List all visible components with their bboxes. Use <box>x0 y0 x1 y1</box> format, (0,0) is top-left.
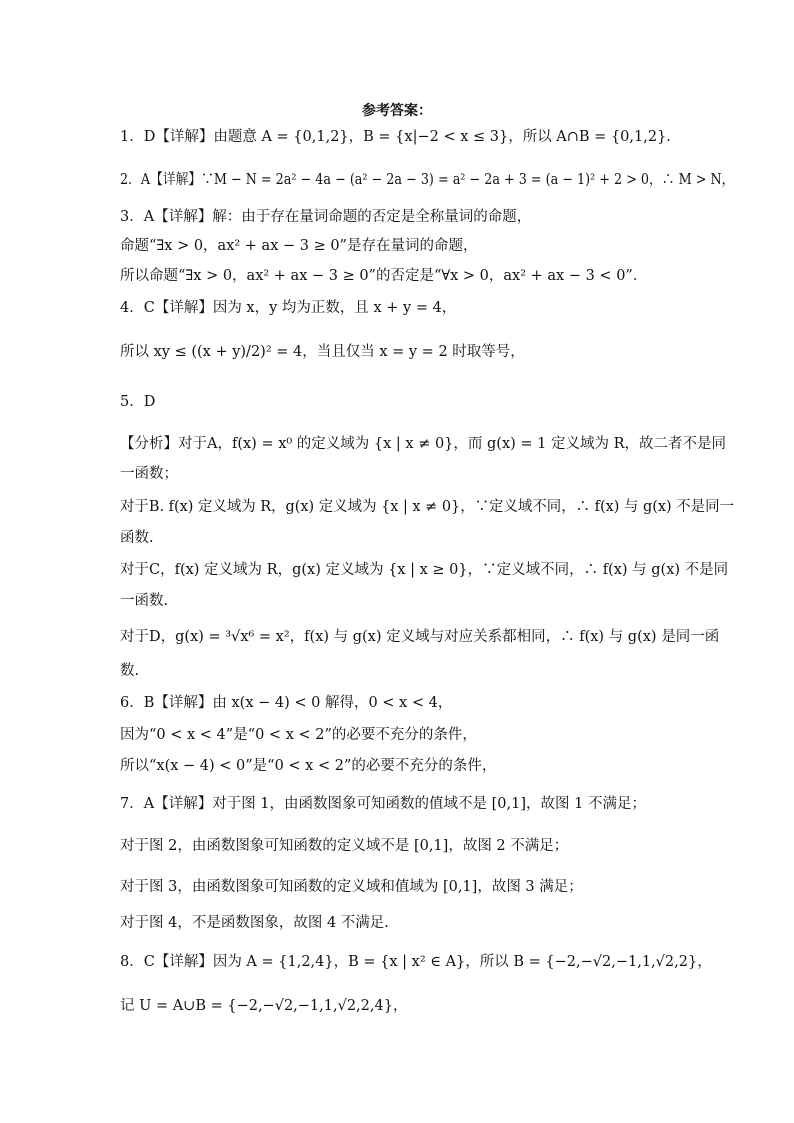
answer-line: 对于图 4，不是函数图象，故图 4 不满足. <box>120 915 389 931</box>
answer-line: 一函数. <box>120 593 169 609</box>
answer-line: 5．D <box>120 394 156 410</box>
answer-line: 因为“0 < x < 4”是“0 < x < 2”的必要不充分的条件， <box>120 727 477 743</box>
answer-line: 所以命题“∃x > 0，ax² + ax − 3 ≥ 0”的否定是“∀x > 0，ax² + ax − 3 < 0”． <box>120 268 648 284</box>
answer-line: 所以 xy ≤ ((x + y)/2)² = 4，当且仅当 x = y = 2 时取等号， <box>120 344 525 360</box>
answer-line: 对于图 2，由函数图象可知函数的定义域不是 [0,1]，故图 2 不满足； <box>120 838 569 854</box>
answer-line: 数. <box>120 663 140 679</box>
answer-line: 命题“∃x > 0，ax² + ax − 3 ≥ 0”是存在量词的命题， <box>120 238 478 254</box>
answer-line: 3．A【详解】解：由于存在量词命题的否定是全称量词的命题， <box>120 209 532 225</box>
answer-line: 1．D【详解】由题意 A = {0,1,2}，B = {x|−2 < x ≤ 3}，所以 A∩B = {0,1,2}． <box>120 129 681 145</box>
answer-line: 对于图 3，由函数图象可知函数的定义域和值域为 [0,1]，故图 3 满足； <box>120 879 583 895</box>
answer-line: 所以“x(x − 4) < 0”是“0 < x < 2”的必要不充分的条件， <box>120 758 497 774</box>
answer-line: 函数. <box>120 530 154 546</box>
answer-line: 6．B【详解】由 x(x − 4) < 0 解得，0 < x < 4， <box>120 695 453 711</box>
page-title: 参考答案： <box>362 103 432 119</box>
answer-line: 对于D，g(x) = ³√x⁶ = x²，f(x) 与 g(x) 定义域与对应关系都相同，∴ f(x) 与 g(x) 是同一函 <box>120 629 720 645</box>
answer-line: 记 U = A∪B = {−2,−√2,−1,1,√2,2,4}， <box>120 998 408 1014</box>
answer-line: 2．A【详解】∵M − N = 2a² − 4a − (a² − 2a − 3) = a² − 2a + 3 = (a − 1)² + 2 > 0，∴ M > N， <box>120 172 735 188</box>
answer-line: 【分析】对于A，f(x) = x⁰ 的定义域为 {x | x ≠ 0}，而 g(x) = 1 定义域为 R，故二者不是同 <box>120 436 727 452</box>
answer-line: 7．A【详解】对于图 1，由函数图象可知函数的值域不是 [0,1]，故图 1 不满足； <box>120 796 646 812</box>
answer-line: 对于B. f(x) 定义域为 R，g(x) 定义域为 {x | x ≠ 0}，∵定义域不同，∴ f(x) 与 g(x) 不是同一 <box>120 499 734 515</box>
answer-line: 8．C【详解】因为 A = {1,2,4}，B = {x | x² ∈ A}，所以 B = {−2,−√2,−1,1,√2,2}， <box>120 954 712 970</box>
answer-line: 一函数； <box>120 466 178 482</box>
answer-line: 4．C【详解】因为 x，y 均为正数，且 x + y = 4， <box>120 300 457 316</box>
answer-line: 对于C，f(x) 定义域为 R，g(x) 定义域为 {x | x ≥ 0}，∵定义域不同，∴ f(x) 与 g(x) 不是同 <box>120 562 729 578</box>
